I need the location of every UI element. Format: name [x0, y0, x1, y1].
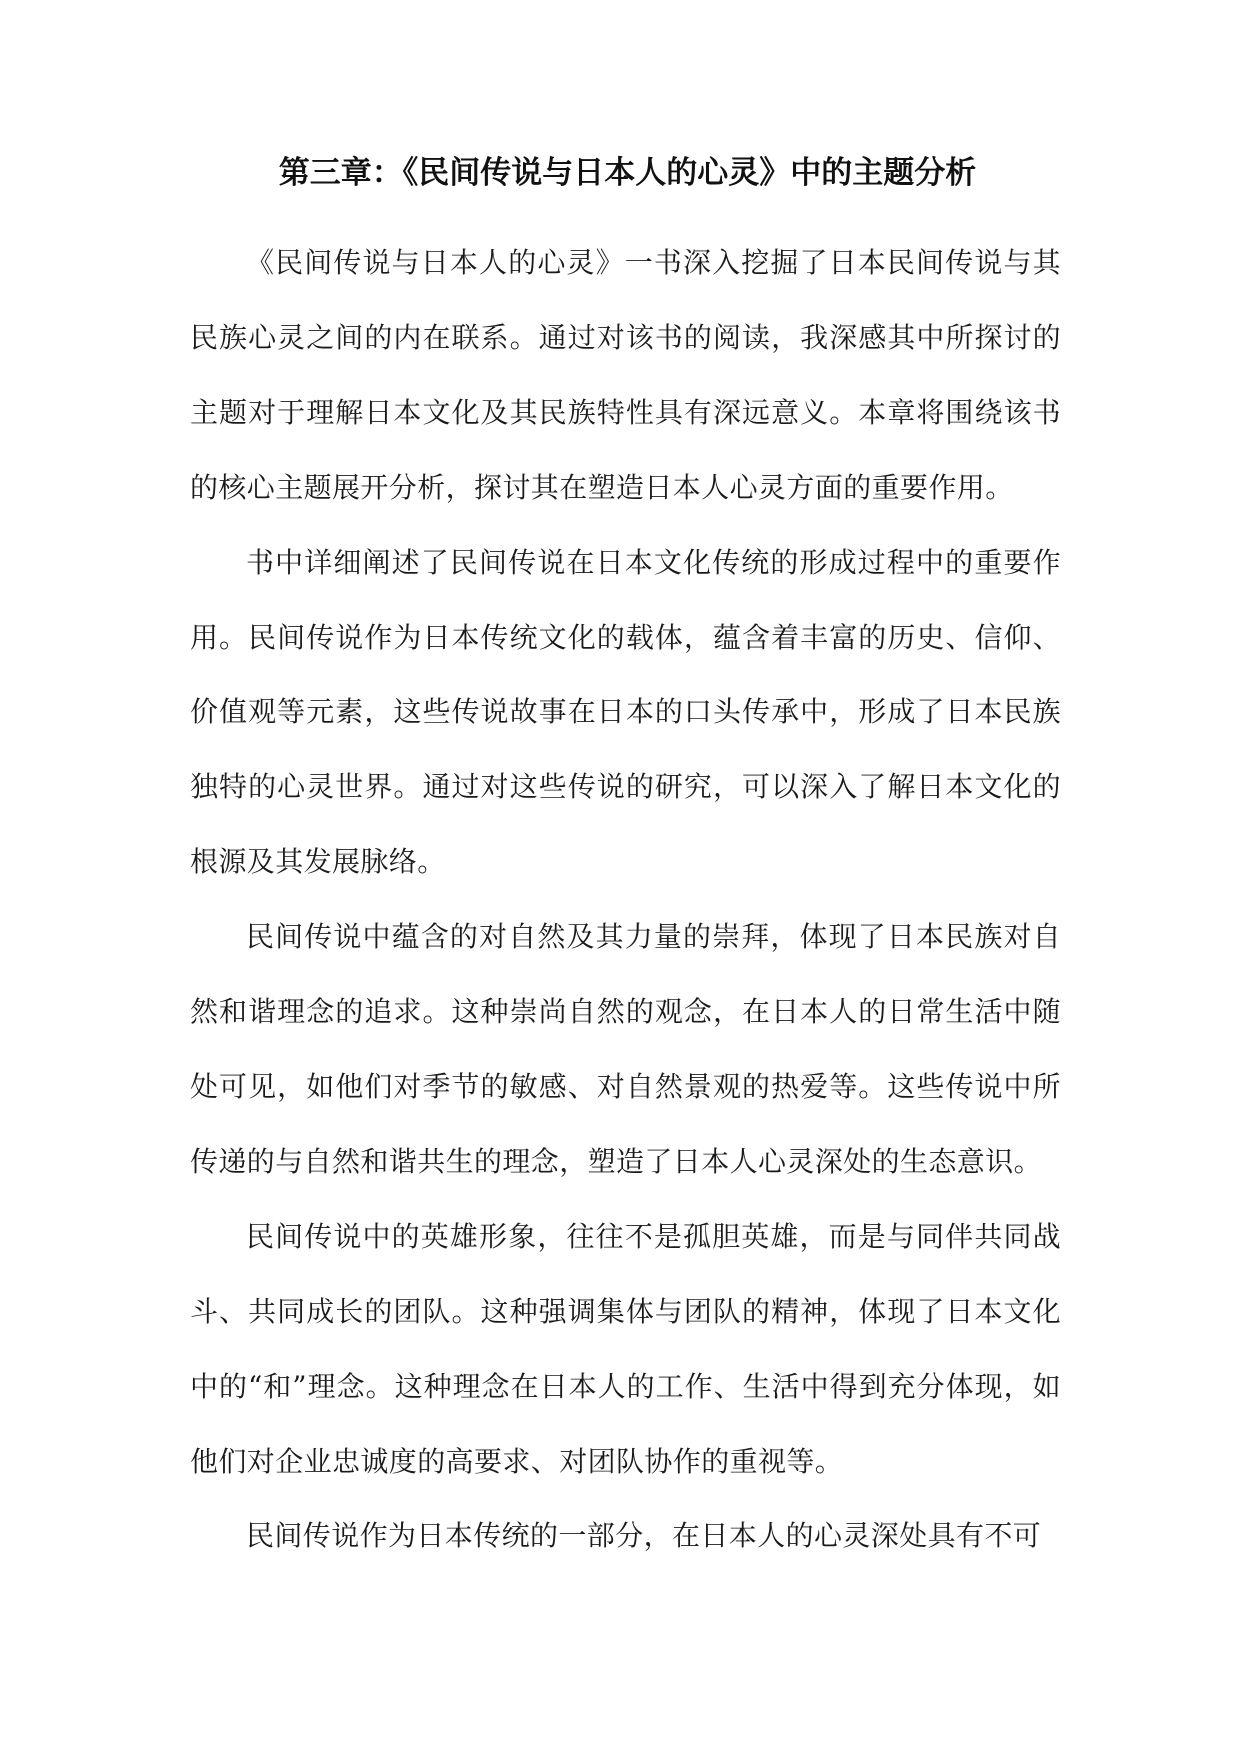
- paragraph-3: 民间传说中蕴含的对自然及其力量的崇拜，体现了日本民族对自然和谐理念的追求。这种崇尚自然的观念，在日本人的日常生活中随处可见，如他们对季节的敏感、对自然景观的热爱等。这些传说中所传递的与自然和谐共生的理念，塑造了日本人心灵深处的生态意识。: [190, 920, 1061, 1178]
- paragraph-4: 民间传说中的英雄形象，往往不是孤胆英雄，而是与同伴共同战斗、共同成长的团队。这种强调集体与团队的精神，体现了日本文化中的“和”理念。这种理念在日本人的工作、生活中得到充分体现，如他们对企业忠诚度的高要求、对团队协作的重视等。: [190, 1219, 1061, 1478]
- paragraph-2: 书中详细阐述了民间传说在日本文化传统的形成过程中的重要作用。民间传说作为日本传统文化的载体，蕴含着丰富的历史、信仰、价值观等元素，这些传说故事在日本的口头传承中，形成了日本民族独特的心灵世界。通过对这些传说的研究，可以深入了解日本文化的根源及其发展脉络。: [190, 545, 1061, 879]
- chapter-title: 第三章：《民间传说与日本人的心灵》中的主题分析: [278, 155, 977, 191]
- paragraph-5: 民间传说作为日本传统的一部分，在日本人的心灵深处具有不可: [246, 1519, 1042, 1553]
- paragraph-1: 《民间传说与日本人的心灵》一书深入挖掘了日本民间传说与其民族心灵之间的内在联系。通过对该书的阅读，我深感其中所探讨的主题对于理解日本文化及其民族特性具有深远意义。本章将围绕该书的核心主题展开分析，探讨其在塑造日本人心灵方面的重要作用。: [190, 246, 1061, 504]
- body-text: [190, 226, 1061, 1574]
